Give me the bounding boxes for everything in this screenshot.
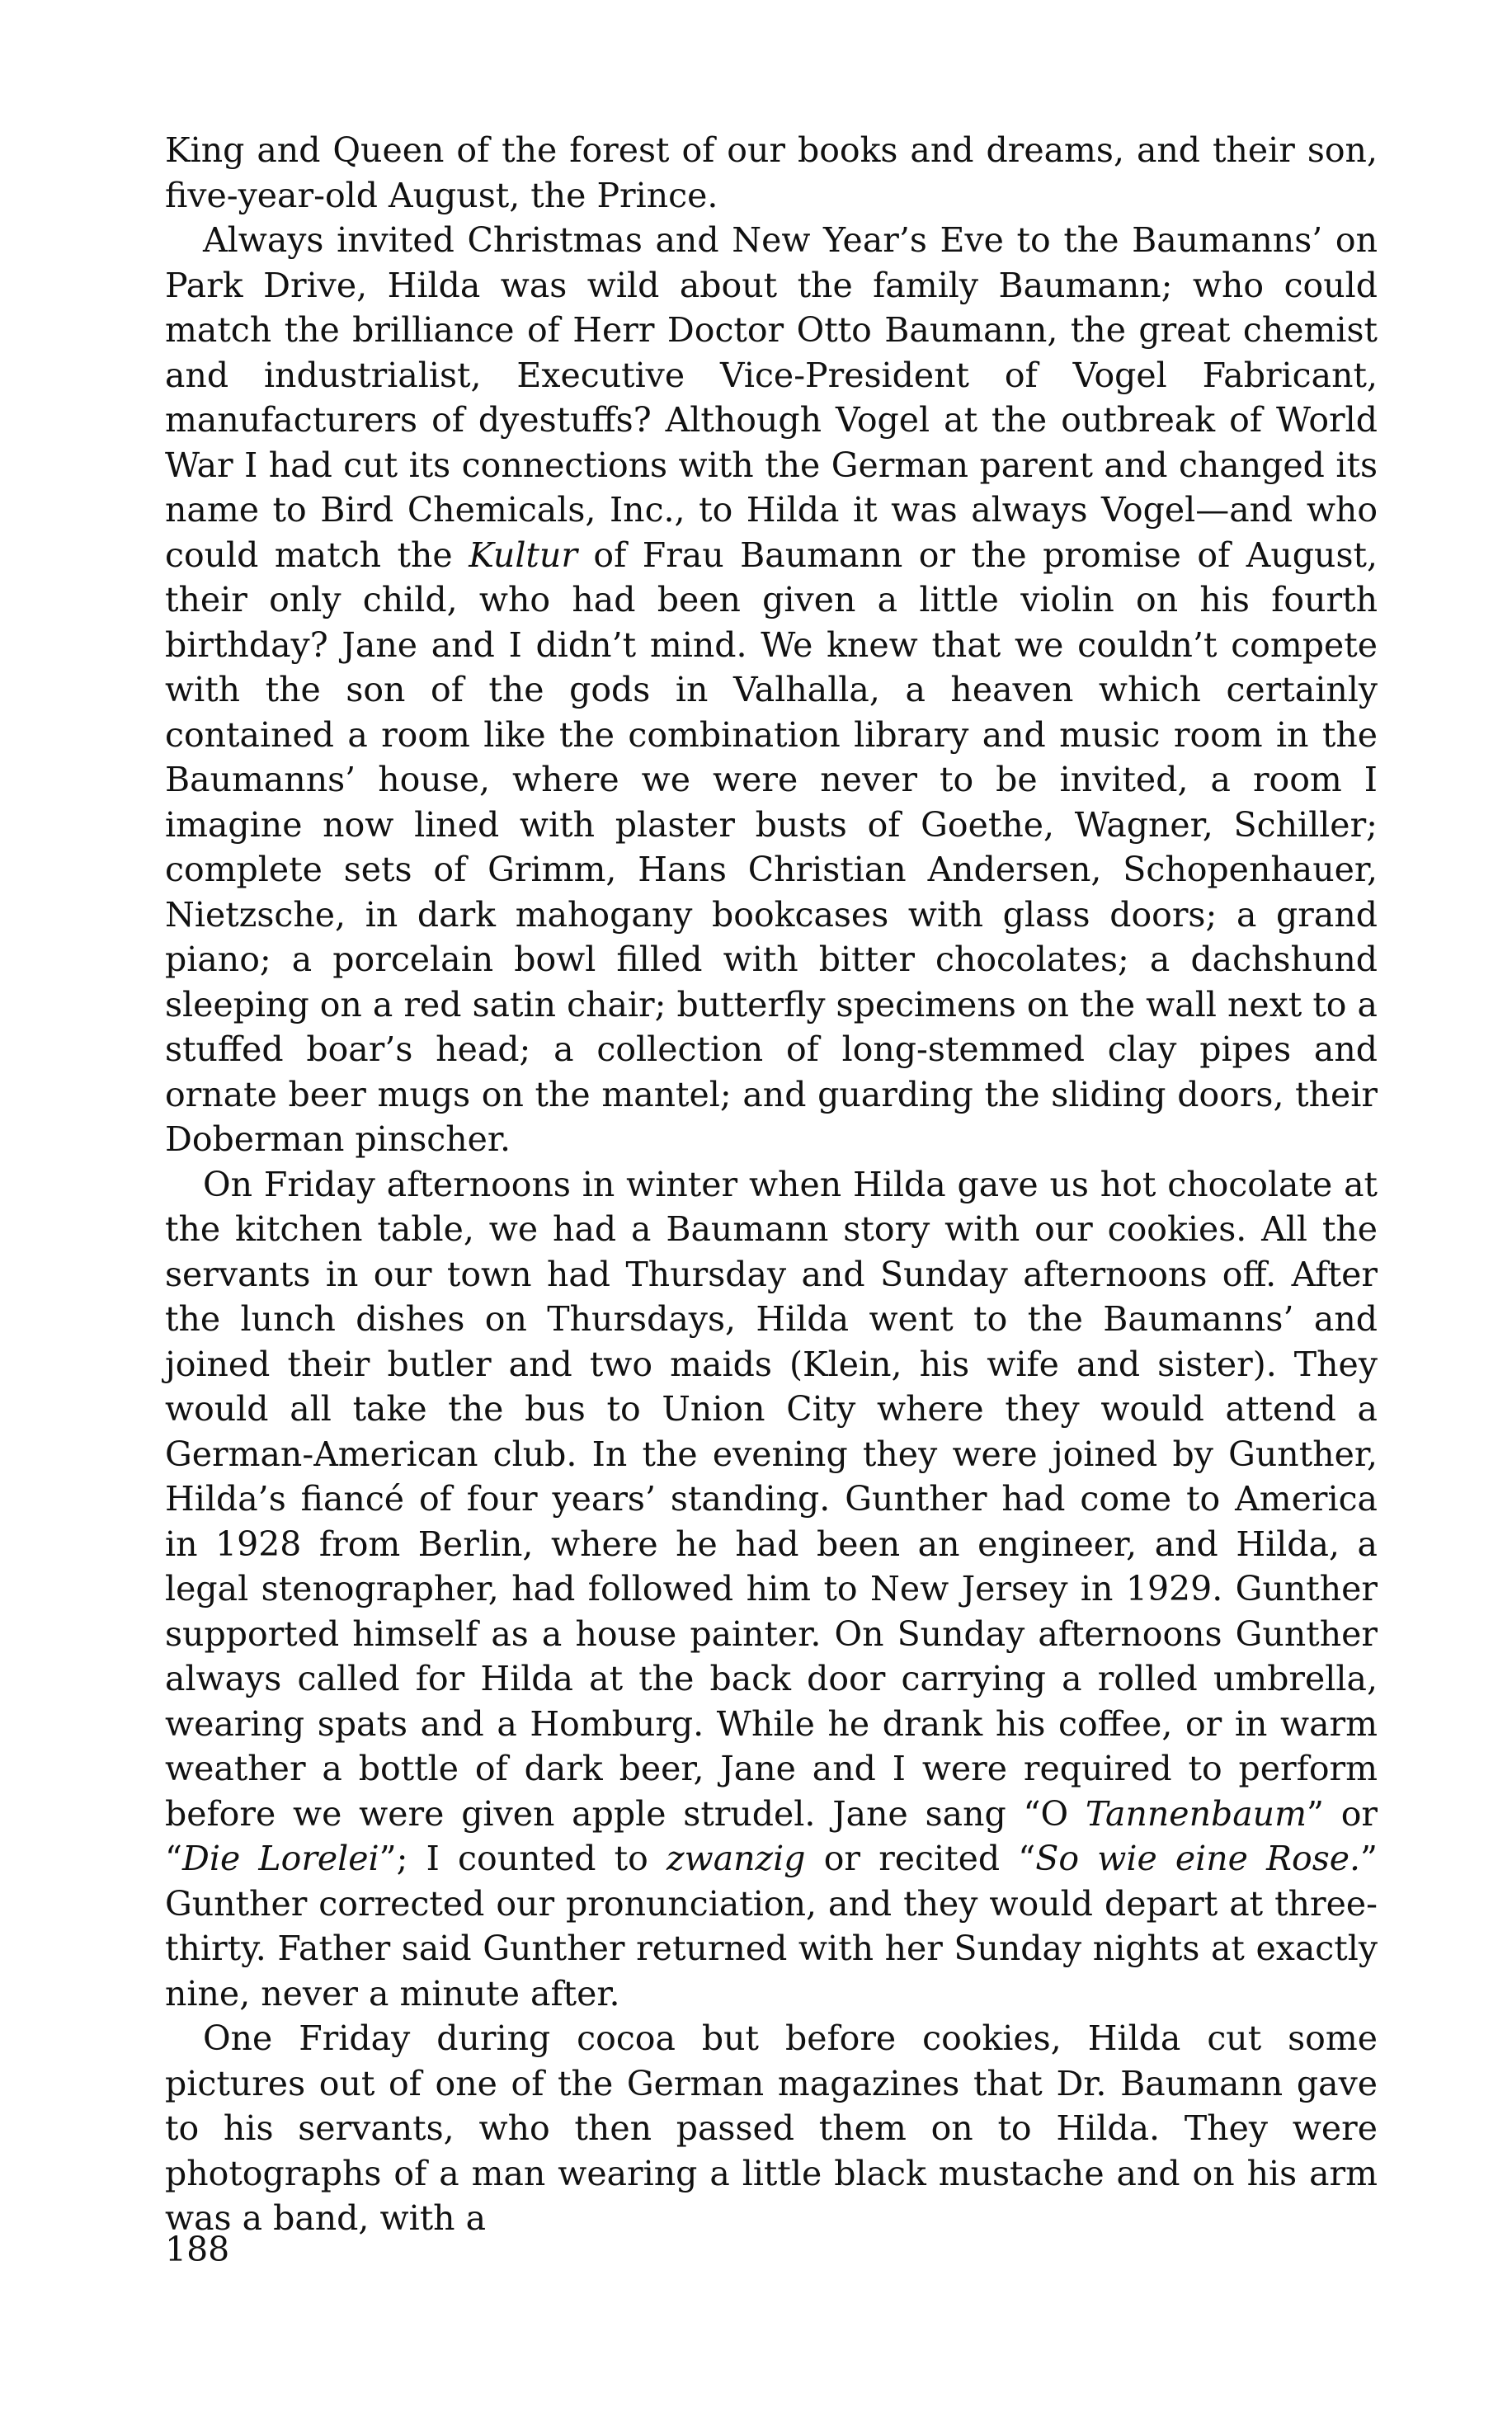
italic-run: zwanzig: [667, 1839, 806, 1878]
italic-run: Die Lorelei: [181, 1839, 379, 1878]
text-run: of Frau Baumann or the promise of August, their only child, who had been given a little violin on his fourth birthday? Jane and I didn’t mind. We knew that we couldn’t compete with the son of the gods in Valhalla, a heaven which certainly contained a room like the combination library and music room in the Baumanns’ house, where we were never to be invited, a room I imagine now lined with plaster busts of Goethe, Wagner, Schiller; complete sets of Grimm, Hans Christian Andersen, Schopenhauer, Nietzsche, in dark mahogany bookcases with glass doors; a grand piano; a porcelain bowl filled with bitter chocolates; a dachshund sleeping on a red satin chair; butterfly specimens on the wall next to a stuffed boar’s head; a collection of long-stemmed clay pipes and ornate beer mugs on the mantel; and guarding the sliding doors, their Doberman pinscher.: [165, 535, 1378, 1159]
italic-run: So wie eine Rose.: [1035, 1839, 1361, 1878]
text-run: One Friday during cocoa but before cookies, Hilda cut some pictures out of one of the German magazines that Dr. Baumann gave to his servants, who then passed them on to Hilda. They were photographs of a man wearing a little black mustache and on his arm was a band, with a: [165, 2018, 1378, 2238]
text-run: ” or “: [165, 1793, 1378, 1878]
text-run: ”; I counted to: [379, 1839, 667, 1878]
paragraph: [165, 2016, 1378, 2241]
paragraph: [165, 1162, 1378, 2017]
italic-run: Tannenbaum: [1085, 1793, 1307, 1834]
text-run: King and Queen of the forest of our books and dreams, and their son, five-year-old August, the Prince.: [165, 130, 1378, 215]
paragraph: [165, 128, 1378, 218]
page-number: 188: [165, 2230, 230, 2269]
text-run: Always invited Christmas and New Year’s Eve to the Baumanns’ on Park Drive, Hilda was wild about the family Baumann; who could match the brilliance of Herr Doctor Otto Baumann, the great chemist and industrialist, Executive Vice-President of Vogel Fabricant, manufacturers of dyestuffs? Although Vogel at the outbreak of World War I had cut its connections with the German parent and changed its name to Bird Chemicals, Inc., to Hilda it was always Vogel—and who could match the: [165, 220, 1378, 575]
paragraph: [165, 218, 1378, 1162]
text-run: or recited “: [805, 1839, 1036, 1878]
text-run: On Friday afternoons in winter when Hilda gave us hot chocolate at the kitchen table, we had a Baumann story with our cookies. All the servants in our town had Thursday and Sunday afternoons off. After the lunch dishes on Thursdays, Hilda went to the Baumanns’ and joined their butler and two maids (Klein, his wife and sister). They would all take the bus to Union City where they would attend a German-American club. In the evening they were joined by Gunther, Hilda’s fiancé of four years’ standing. Gunther had come to America in 1928 from Berlin, where he had been an engineer, and Hilda, a legal stenographer, had followed him to New Jersey in 1929. Gunther supported himself as a house painter. On Sunday afternoons Gunther always called for Hilda at the back door carrying a rolled umbrella, wearing spats and a Homburg. While he drank his coffee, or in warm weather a bottle of dark beer, Jane and I were required to perform before we were given apple strudel. Jane sang “O: [165, 1164, 1378, 1834]
italic-run: Kultur: [469, 535, 577, 575]
body-text: [165, 128, 1378, 2241]
text-run: ” Gunther corrected our pronunciation, and they would depart at three-thirty. Father said Gunther returned with her Sunday nights at exactly nine, never a minute after.: [165, 1839, 1378, 2014]
